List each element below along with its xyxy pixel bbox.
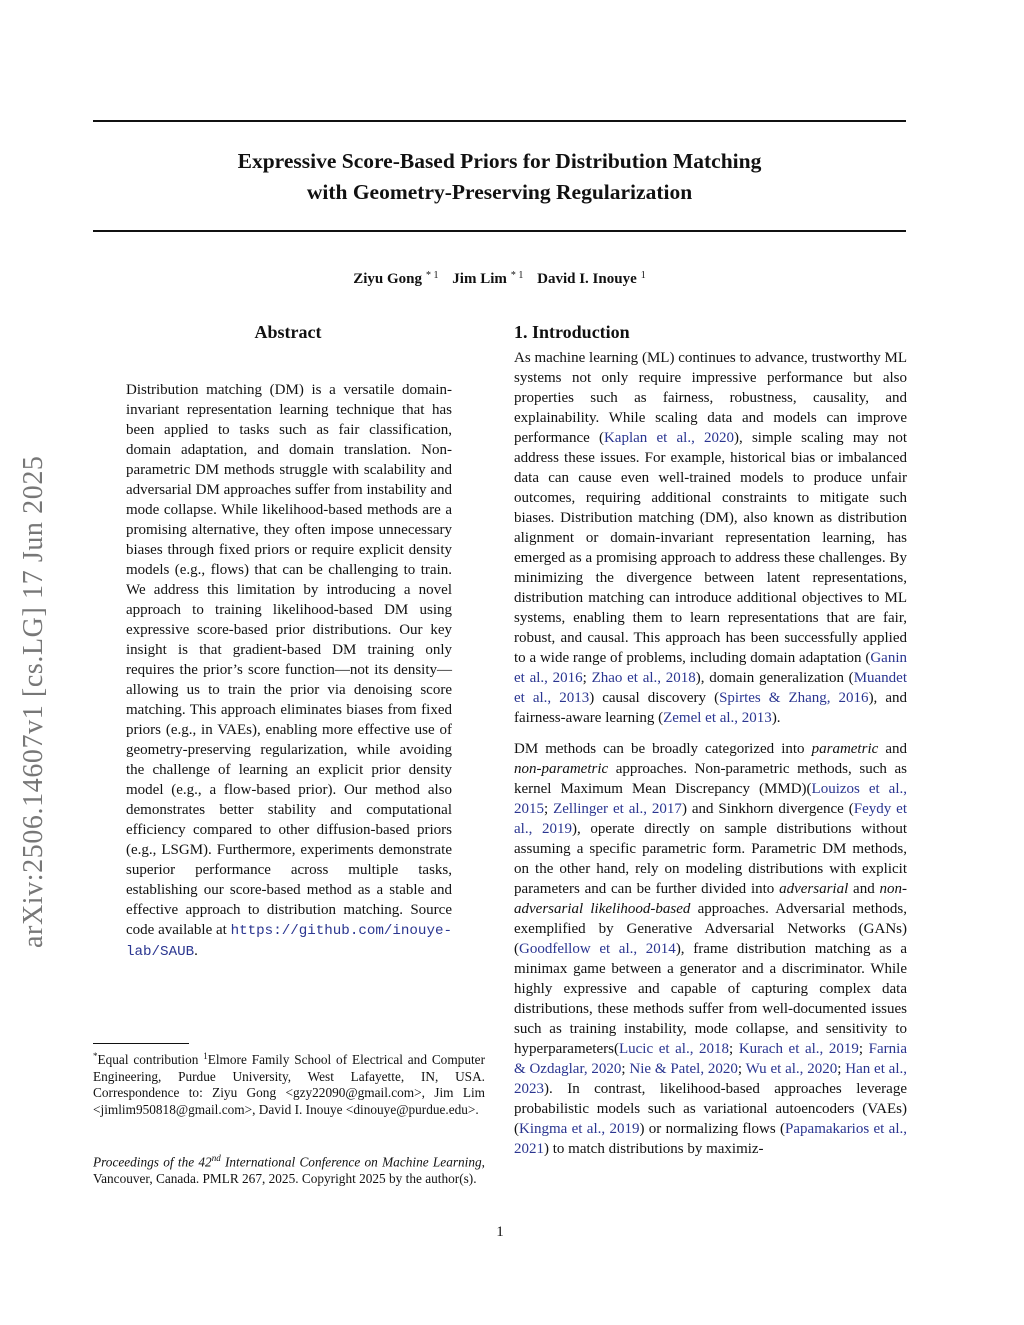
citation-link[interactable]: Lucic et al., 2018 (618, 1041, 730, 1057)
abstract-body: Distribution matching (DM) is a versatile domain-invariant representation learning technique that has been applied to tasks such as fair classification, domain adaptation, and domain translation. Non-parametric DM methods struggle with scalability and adversarial DM approaches suffer from instability and mode collapse. While likelihood-based methods are a promising alternative, they often impose unnecessary biases through fixed priors or require explicit density models (e.g., flows) that can be challenging to train. We address this limitation by introducing a novel approach to training likelihood-based DM using expressive score-based prior distributions. Our key insight is that gradient-based DM training only requires the prior’s score function—not its density—allowing us to train the prior via denoising score matching. This approach eliminates biases from fixed priors (e.g., in VAEs), enabling more effective use of geometry-preserving regularization, while avoiding the challenge of learning an explicit prior density model (e.g., a flow-based prior). Our method also demonstrates better stability and computational efficiency compared to other diffusion-based priors (e.g., LSGM). Furthermore, experiments demonstrate superior performance across multiple tasks, establishing our score-based method as a stable and effective approach to distribution matching. Source code available at https://github.com/inouye-lab/SAUB. (126, 382, 452, 960)
citation-link[interactable]: Wu et al., 2020 (745, 1061, 838, 1077)
page-number: 1 (496, 1224, 504, 1240)
citation-link[interactable]: Nie & Patel, 2020 (629, 1061, 738, 1077)
citation-link[interactable]: Farnia & Ozdaglar, 2020 (514, 1041, 907, 1077)
code-link[interactable]: https://github.com/inouye-lab/SAUB (126, 923, 452, 960)
title-line-1: Expressive Score-Based Priors for Distribution Matching (237, 149, 762, 173)
author: Ziyu Gong $^{* 1}$ (353, 270, 439, 287)
paper-title (93, 146, 906, 208)
author: Jim Lim $^{* 1}$ (452, 270, 524, 287)
author-list (93, 266, 906, 289)
intro-paragraph-1: As machine learning (ML) continues to advance, trustworthy ML systems not only require impressive performance but also properties such as fairness, robustness, causality, and explainability. While scaling data and models can improve performance (Kaplan et al., 2020), simple scaling may not address these issues. For example, historical bias or imbalanced data can cause even well-trained models to produce unfair outcomes, requiring additional constraints to mitigate such biases. Distribution matching (DM), also known as distribution alignment or domain-invariant representation learning, has emerged as a promising approach to address these challenges. By minimizing the divergence between latent representations, distribution matching can introduce additional objectives to ML systems, enabling them to learn representations that are fair, robust, and causal. This approach has been successfully applied to a wide range of problems, including domain adaptation (Ganin et al., 2016; Zhao et al., 2018), domain generalization (Muandet et al., 2013) causal discovery (Spirtes & Zhang, 2016), and fairness-aware learning (Zemel et al., 2013). (514, 350, 908, 726)
citation-link[interactable]: Feydy et al., 2019 (514, 801, 907, 837)
introduction-body (514, 348, 907, 1159)
introduction-heading: 1. Introduction (514, 322, 630, 342)
citation-link[interactable]: Goodfellow et al., 2014 (519, 941, 676, 957)
proceedings-note: Proceedings of the 42nd International Conference on Machine Learning, Vancouver, Canada. PMLR 267, 2025. Copyright 2025 by the author(s). (93, 1153, 485, 1186)
footnote-rule (93, 1043, 189, 1044)
citation-link[interactable]: Muandet et al., 2013 (514, 670, 908, 706)
affiliation-footnote: *Equal contribution $^1$Elmore Family School of Electrical and Computer Engineering, Purdue University, West Lafayette, IN, USA. Correspondence to: Ziyu Gong <gzy22090@gmail.com>, Jim Lim <jimlim950818@gmail.com>, David I. Inouye <dinouye@purdue.edu>. (93, 1051, 485, 1117)
author: David I. Inouye $^1$ (537, 270, 646, 287)
citation-link[interactable]: Kaplan et al., 2020 (603, 430, 735, 446)
title-line-2: with Geometry-Preserving Regularization (306, 180, 693, 204)
citation-link[interactable]: Zellinger et al., 2017 (553, 801, 682, 817)
arxiv-side-stamp: arXiv:2506.14607v1 [cs.LG] 17 Jun 2025 (18, 455, 49, 948)
abstract-heading: Abstract (254, 322, 322, 342)
citation-link[interactable]: Zemel et al., 2013 (663, 710, 772, 726)
citation-link[interactable]: Louizos et al., 2015 (514, 781, 907, 817)
citation-link[interactable]: Papamakarios et al., 2021 (514, 1121, 907, 1157)
title-bottom-rule (93, 230, 906, 232)
citation-link[interactable]: Ganin et al., 2016 (514, 650, 907, 686)
citation-link[interactable]: Han et al., 2023 (514, 1061, 907, 1097)
intro-paragraph-2: DM methods can be broadly categorized into parametric and non-parametric approaches. Non-parametric methods, such as kernel Maximum Mean Discrepancy (MMD)(Louizos et al., 2015; Zellinger et al., 2017) and Sinkhorn divergence (Feydy et al., 2019), operate directly on sample distributions without assuming a specific parametric form. Parametric DM methods, on the other hand, rely on modeling distributions with explicit parameters and can be further divided into adversarial and non-adversarial likelihood-based approaches. Adversarial methods, exemplified by Generative Adversarial Networks (GANs)(Goodfellow et al., 2014), frame distribution matching as a minimax game between a generator and a discriminator. While highly expressive and capable of capturing complex data distributions, these methods suffer from well-documented issues such as training instability, mode collapse, and sensitivity to hyperparameters(Lucic et al., 2018; Kurach et al., 2019; Farnia & Ozdaglar, 2020; Nie & Patel, 2020; Wu et al., 2020; Han et al., 2023). In contrast, likelihood-based approaches leverage probabilistic models such as variational autoencoders (VAEs) (Kingma et al., 2019) or normalizing flows (Papamakarios et al., 2021) to match distributions by maximiz- (514, 741, 908, 1157)
citation-link[interactable]: Spirtes & Zhang, 2016 (719, 690, 869, 706)
title-top-rule (93, 120, 906, 122)
citation-link[interactable]: Kingma et al., 2019 (519, 1121, 640, 1137)
citation-link[interactable]: Zhao et al., 2018 (591, 670, 696, 686)
citation-link[interactable]: Kurach et al., 2019 (738, 1041, 859, 1057)
